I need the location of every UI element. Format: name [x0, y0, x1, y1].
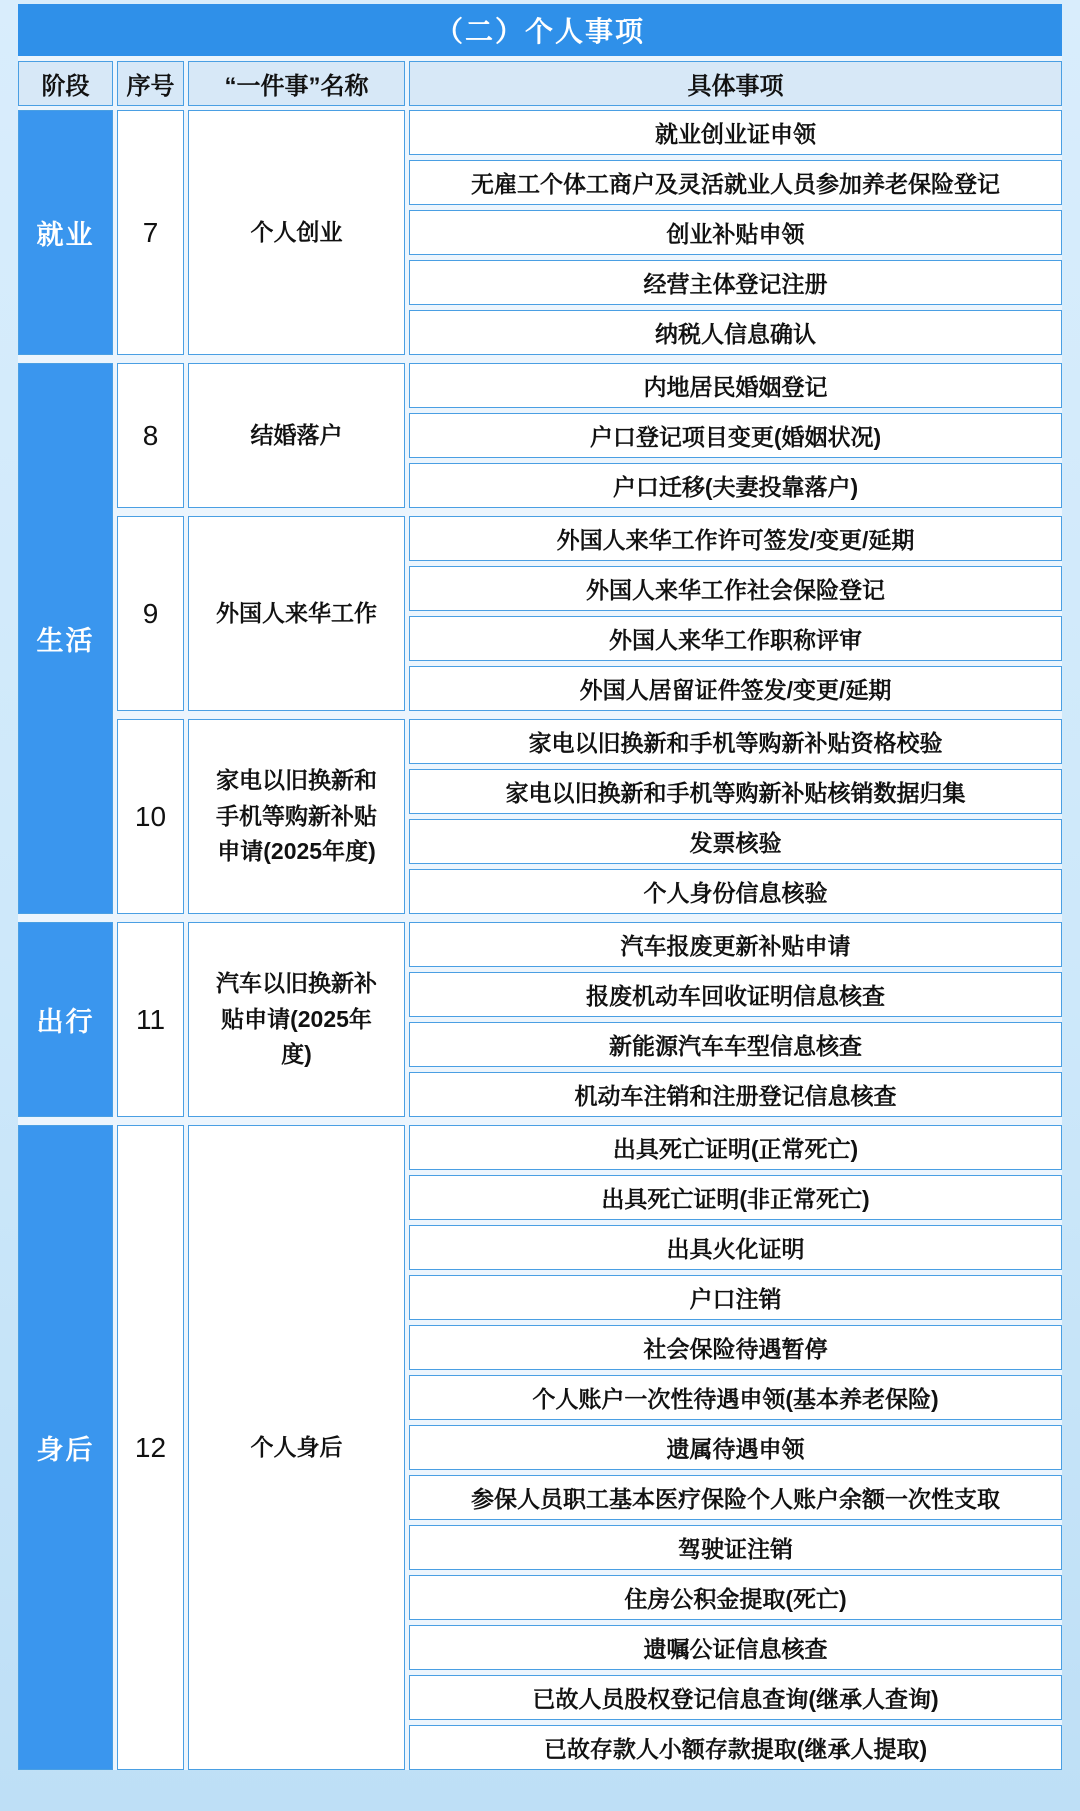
- item-label: 参保人员职工基本医疗保险个人账户余额一次性支取: [471, 1486, 1000, 1512]
- item-label: 机动车注销和注册登记信息核查: [574, 1083, 897, 1109]
- item-cell: [409, 1225, 1062, 1270]
- item-cell: [409, 1275, 1062, 1320]
- item-cell: [409, 1575, 1062, 1620]
- section-row: [117, 110, 1062, 355]
- stage-group: [18, 1125, 1062, 1770]
- item-label: 外国人居留证件签发/变更/延期: [579, 677, 892, 703]
- section-items: [409, 922, 1062, 1117]
- item-cell: [409, 363, 1062, 408]
- stage-label: 身后: [36, 1435, 95, 1465]
- section-row: [117, 1125, 1062, 1770]
- item-label: 外国人来华工作许可签发/变更/延期: [556, 527, 915, 553]
- stage-label: 就业: [36, 220, 95, 250]
- item-cell: [409, 972, 1062, 1017]
- sections: [117, 1125, 1062, 1770]
- section-row: [117, 516, 1062, 711]
- item-cell: [409, 210, 1062, 255]
- section-number: 11: [117, 922, 184, 1117]
- item-label: 家电以旧换新和手机等购新补贴资格校验: [528, 730, 943, 756]
- item-cell: [409, 616, 1062, 661]
- item-label: 个人账户一次性待遇申领(基本养老保险): [532, 1386, 939, 1412]
- section-number: 9: [117, 516, 184, 711]
- section-row: [117, 922, 1062, 1117]
- section-name: 外国人来华工作: [188, 516, 405, 711]
- item-label: 已故人员股权登记信息查询(继承人查询): [532, 1686, 939, 1712]
- item-cell: [409, 1022, 1062, 1067]
- item-cell: [409, 516, 1062, 561]
- item-label: 户口登记项目变更(婚姻状况): [589, 424, 882, 450]
- section-items: [409, 363, 1062, 508]
- stage-group: [18, 110, 1062, 355]
- item-cell: [409, 566, 1062, 611]
- item-cell: [409, 922, 1062, 967]
- stage-label: 生活: [36, 626, 95, 656]
- item-label: 个人身份信息核验: [643, 880, 828, 906]
- item-cell: [409, 666, 1062, 711]
- item-label: 就业创业证申领: [655, 121, 816, 147]
- stage-group: [18, 922, 1062, 1117]
- section-items: [409, 516, 1062, 711]
- item-label: 纳税人信息确认: [655, 321, 816, 347]
- section-name: 个人创业: [188, 110, 405, 355]
- item-label: 出具死亡证明(正常死亡): [612, 1136, 859, 1162]
- item-label: 创业补贴申领: [666, 221, 805, 247]
- sections: [117, 110, 1062, 355]
- item-cell: [409, 1525, 1062, 1570]
- item-label: 户口注销: [689, 1286, 782, 1312]
- header-number: 序号: [117, 61, 184, 106]
- stage-cell: [18, 1125, 113, 1770]
- item-label: 报废机动车回收证明信息核查: [586, 983, 885, 1009]
- item-cell: [409, 1375, 1062, 1420]
- table-title-bar: [18, 4, 1062, 56]
- item-cell: [409, 769, 1062, 814]
- item-label: 遗嘱公证信息核查: [643, 1636, 828, 1662]
- header-name: “一件事”名称: [188, 61, 405, 106]
- item-cell: [409, 1425, 1062, 1470]
- section-items: [409, 1125, 1062, 1770]
- table-title: （二）个人事项: [434, 16, 645, 47]
- personal-matters-table: [18, 4, 1062, 1770]
- section-number: 7: [117, 110, 184, 355]
- section-name: 结婚落户: [188, 363, 405, 508]
- item-label: 内地居民婚姻登记: [643, 374, 828, 400]
- item-label: 已故存款人小额存款提取(继承人提取): [543, 1736, 928, 1762]
- item-cell: [409, 413, 1062, 458]
- item-cell: [409, 1125, 1062, 1170]
- section-number: 8: [117, 363, 184, 508]
- stage-group: [18, 363, 1062, 914]
- table-body: [18, 110, 1062, 1770]
- section-number: 12: [117, 1125, 184, 1770]
- item-label: 新能源汽车车型信息核查: [609, 1033, 862, 1059]
- item-label: 住房公积金提取(死亡): [624, 1586, 847, 1612]
- item-cell: [409, 1725, 1062, 1770]
- item-cell: [409, 310, 1062, 355]
- section-row: [117, 719, 1062, 914]
- item-cell: [409, 719, 1062, 764]
- stage-label: 出行: [36, 1007, 95, 1037]
- item-label: 出具死亡证明(非正常死亡): [601, 1186, 870, 1212]
- item-cell: [409, 1475, 1062, 1520]
- item-cell: [409, 260, 1062, 305]
- stage-cell: [18, 363, 113, 914]
- item-cell: [409, 463, 1062, 508]
- section-number: 10: [117, 719, 184, 914]
- item-label: 家电以旧换新和手机等购新补贴核销数据归集: [505, 780, 966, 806]
- header-items: 具体事项: [409, 61, 1062, 106]
- item-cell: [409, 869, 1062, 914]
- item-label: 遗属待遇申领: [666, 1436, 805, 1462]
- item-cell: [409, 819, 1062, 864]
- section-name: 汽车以旧换新补贴申请(2025年度): [188, 922, 405, 1117]
- table-header-row: [18, 61, 1062, 106]
- item-label: 汽车报废更新补贴申请: [620, 933, 851, 959]
- item-label: 无雇工个体工商户及灵活就业人员参加养老保险登记: [471, 171, 1000, 197]
- item-label: 户口迁移(夫妻投靠落户): [612, 474, 859, 500]
- item-cell: [409, 160, 1062, 205]
- item-label: 经营主体登记注册: [643, 271, 828, 297]
- item-cell: [409, 1625, 1062, 1670]
- header-stage: 阶段: [18, 61, 113, 106]
- sections: [117, 922, 1062, 1117]
- item-label: 外国人来华工作社会保险登记: [586, 577, 885, 603]
- item-label: 社会保险待遇暂停: [643, 1336, 828, 1362]
- item-label: 外国人来华工作职称评审: [609, 627, 862, 653]
- section-items: [409, 719, 1062, 914]
- stage-cell: [18, 922, 113, 1117]
- item-cell: [409, 1325, 1062, 1370]
- item-cell: [409, 1072, 1062, 1117]
- item-label: 发票核验: [689, 830, 782, 856]
- item-label: 驾驶证注销: [678, 1536, 793, 1562]
- section-name: 家电以旧换新和手机等购新补贴申请(2025年度): [188, 719, 405, 914]
- item-label: 出具火化证明: [666, 1236, 805, 1262]
- item-cell: [409, 110, 1062, 155]
- section-row: [117, 363, 1062, 508]
- item-cell: [409, 1175, 1062, 1220]
- section-name: 个人身后: [188, 1125, 405, 1770]
- item-cell: [409, 1675, 1062, 1720]
- section-items: [409, 110, 1062, 355]
- sections: [117, 363, 1062, 914]
- stage-cell: [18, 110, 113, 355]
